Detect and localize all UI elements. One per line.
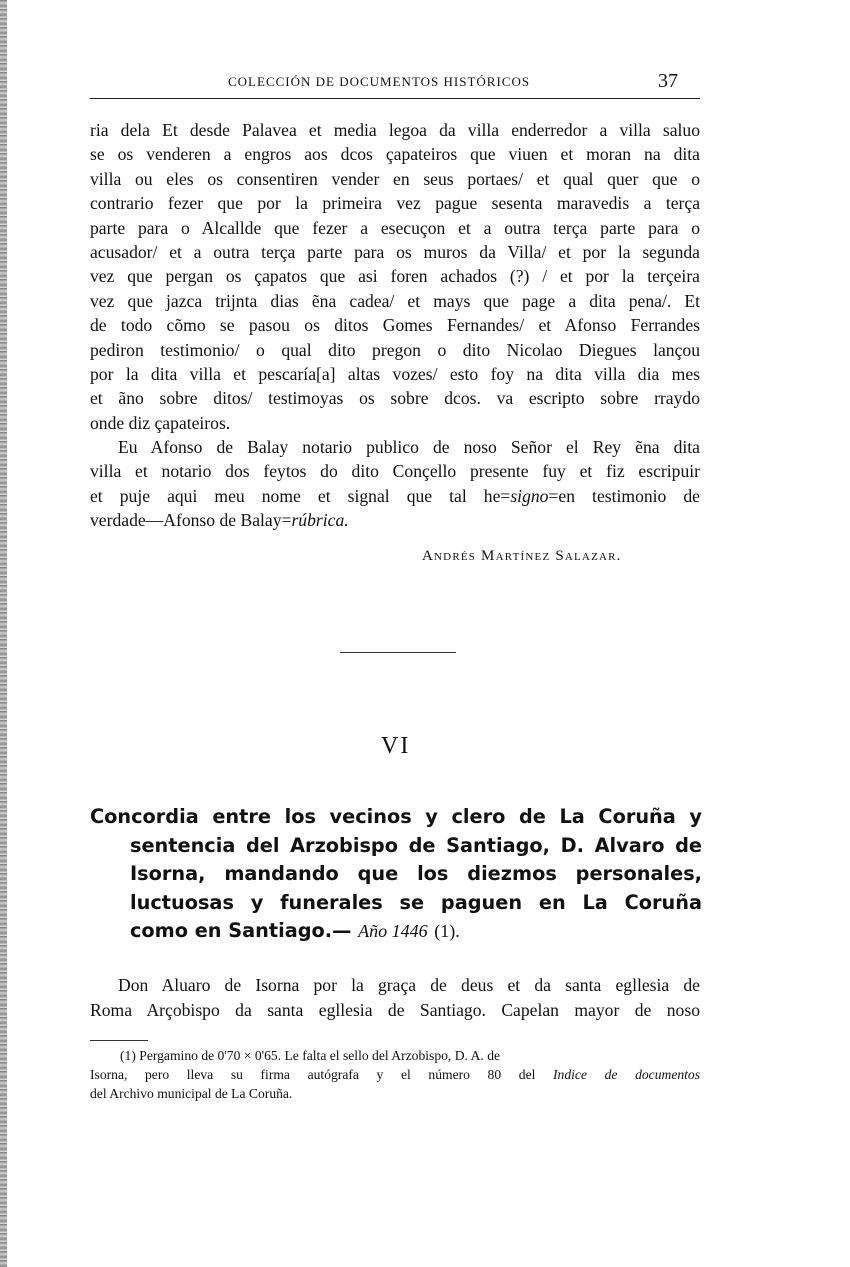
footnote-text: Pergamino de 0'70 × 0'65. Le falta el sello del Arzobispo, D. A. de — [139, 1048, 501, 1063]
footnote — [90, 1046, 700, 1103]
document-text — [90, 973, 700, 1023]
section-number: VI — [381, 733, 411, 759]
signo-mark: signo — [510, 485, 549, 506]
title-line: luctuosas y funerales se paguen en La Coruña — [130, 890, 702, 914]
footnote-reference: (1). — [434, 921, 460, 942]
text-line: contrario fezer que por la primeira vez pague sesenta maravedis a terça — [90, 193, 700, 214]
text-line: Don Aluaro de Isorna por la graça de deus et da santa egllesia de — [118, 975, 700, 995]
text-line: et ãno sobre ditos/ testimoyas os sobre dcos. va escripto sobre rraydo — [90, 388, 700, 409]
running-title: COLECCIÓN DE DOCUMENTOS HISTÓRICOS — [228, 74, 531, 89]
running-head — [90, 70, 700, 99]
previous-document-text — [90, 118, 700, 533]
footnote-number: (1) — [120, 1048, 136, 1063]
text-line: pediron testimonio/ o qual dito pregon o dito Nicolao Diegues lançou — [90, 339, 700, 360]
title-line — [90, 917, 702, 946]
section-separator — [340, 652, 456, 653]
editor-signature: Andrés Martínez Salazar. — [422, 548, 622, 564]
page-number: 37 — [658, 70, 678, 92]
notary-signature-text: verdade—Afonso de Balay — [90, 510, 282, 531]
notary-line-text: et puje aqui meu nome et signal que tal he — [90, 485, 501, 506]
section-title — [90, 803, 702, 946]
title-last-text: como en Santiago.— — [130, 919, 352, 943]
text-line: villa ou eles os consentiren vender en seus portaes/ et qual quer que o — [90, 168, 700, 189]
title-line: Concordia entre los vecinos y clero de La Coruña y — [90, 805, 702, 828]
text-line: de todo cõmo se pasou os ditos Gomes Fernandes/ et Afonso Ferrandes — [90, 315, 700, 336]
text-line: Roma Arçobispo da santa egllesia de Santiago. Capelan mayor de noso — [90, 1000, 700, 1020]
notary-signature-line — [90, 508, 700, 532]
title-line: Isorna, mandando que los diezmos personales, — [130, 862, 702, 886]
equals-mark: = — [281, 510, 292, 531]
text-line: vez que pergan os çapatos que asi foren achados (?) / et por la terçeira — [90, 266, 700, 287]
footnote-line — [90, 1046, 700, 1065]
footnote-text: Isorna, pero lleva su firma autógrafa y el número 80 del — [90, 1067, 536, 1082]
footnote-italic: Indice de documentos — [553, 1067, 701, 1082]
notary-line-end: en testimonio de — [558, 485, 700, 506]
page-edge-shadow — [0, 0, 7, 1267]
text-line: vez que jazca trijnta dias ẽna cadea/ et mays que page a dita pena/. Et — [90, 290, 700, 311]
equals-mark: = — [500, 485, 511, 506]
rubrica-mark: rúbrica. — [291, 510, 349, 531]
text-line: acusador/ et a outra terça parte para os muros da Villa/ et por la segunda — [90, 241, 700, 262]
notary-line — [90, 484, 700, 508]
title-line: sentencia del Arzobispo de Santiago, D. Alvaro de — [130, 833, 702, 857]
notary-line: Eu Afonso de Balay notario publico de noso Señor el Rey ẽna dita — [118, 437, 700, 458]
text-line: se os venderen a engros aos dcos çapateiros que viuen et moran na dita — [90, 144, 700, 165]
text-line: ria dela Et desde Palavea et media legoa da villa enderredor a villa saluo — [90, 120, 700, 140]
equals-mark: = — [548, 485, 559, 506]
text-line: por la dita villa et pescaría[a] altas vozes/ esto foy na dita villa dia mes — [90, 363, 700, 384]
text-line: onde diz çapateiros. — [90, 412, 231, 433]
text-line: parte para o Alcallde que fezer a esecuçon et a outra terça parte para o — [90, 217, 700, 238]
notary-line: villa et notario dos feytos do dito Conçello presente fuy et fiz escripuir — [90, 461, 700, 482]
title-year: Año 1446 — [358, 921, 428, 942]
footnote-rule — [90, 1040, 148, 1041]
footnote-line: del Archivo municipal de La Coruña. — [90, 1086, 293, 1101]
footnote-line — [90, 1065, 700, 1084]
